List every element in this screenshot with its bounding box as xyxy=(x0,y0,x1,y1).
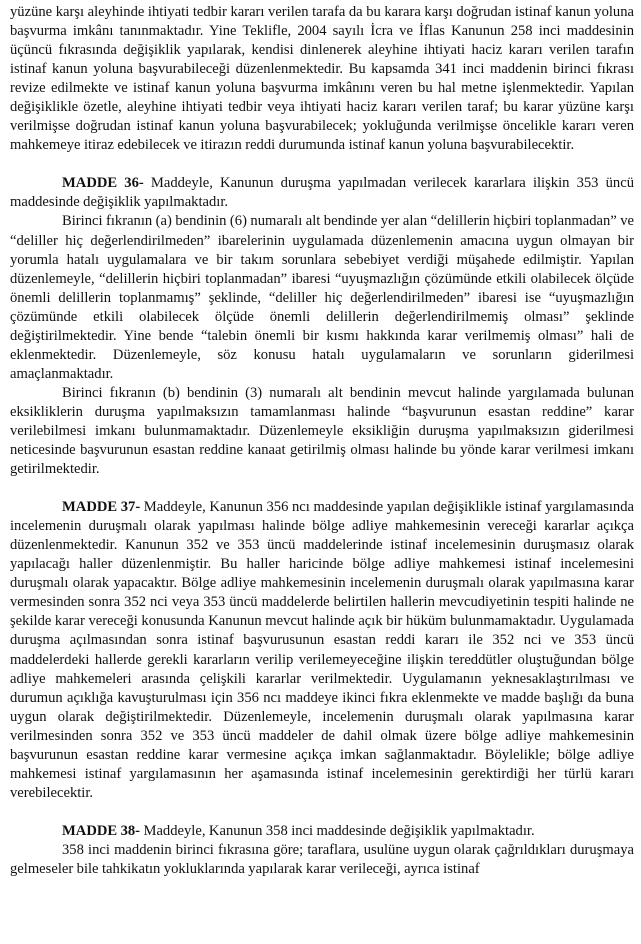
paragraph-gap xyxy=(10,803,634,822)
madde-36-b-paragraph: Birinci fıkranın (b) bendinin (3) numaralı alt bendinin mevcut halinde yargılamada bulunan eksikliklerin duruşma yapılmaksızın tamamlanması halinde “başvurunun esastan reddine” karar verilebilmesi imkanı bulunmamaktadır. Düzenlemeyle eksikliğin duruşma yapılmaksızın giderilmesi neticesinde başvurunun esastan reddine kanaat getirilmiş olması halinde bu yönde karar verilmesi imkanı getirilmektedir. xyxy=(10,384,634,478)
madde-36-a-paragraph: Birinci fıkranın (a) bendinin (6) numaralı alt bendinde yer alan “delillerin hiçbiri toplanmadan” ve “deliller hiç değerlendirilmeden” ibarelerinin uygulamada düzenlemenin amacına uygun olmayan bir yorumla hatalı uygulamalara ve bir takım sorunlara sebebiyet verdiği müşahede edilmiştir. Yapılan düzenlemeyle, “delillerin hiçbiri toplanmadan” ibaresi “uyuşmazlığın çözümünde etkili olabilecek ölçüde önemli delillerin toplanmamış” şeklinde, “deliller hiç değerlendirilmeden” ibaresi ise “uyuşmazlığın çözümünde etkili olabilecek ölçüde önemli delillerin değerlendirilmemiş olması” şeklinde değiştirilmektedir. Yine bende “talebin önemli bir kısmı hakkında karar verilmemiş olması” hali de eklenmektedir. Düzenlemeyle, söz konusu hatalı uygulamaların ve sorunların giderilmesi amaçlanmaktadır. xyxy=(10,213,634,382)
madde-38-body-paragraph: 358 inci maddenin birinci fıkrasına göre; taraflara, usulüne uygun olarak çağrıldıkları duruşmaya gelmeseler bile tahkikatın yokluklarında yapılarak karar verileceği, ayrıca istinaf xyxy=(10,841,634,877)
madde-38-heading: MADDE 38- xyxy=(62,822,141,839)
madde-38-paragraph xyxy=(10,822,634,841)
paragraph-gap xyxy=(10,479,634,498)
madde-36-intro: Maddeyle, Kanunun duruşma yapılmadan verilecek kararlara ilişkin 353 üncü maddesinde değişiklik yapılmaktadır. xyxy=(10,175,634,211)
madde-36-paragraph xyxy=(10,174,634,212)
madde-37-body: Maddeyle, Kanunun 356 ncı maddesinde yapılan değişiklikle istinaf yargılamasında incelemenin duruşmalı olarak yapılması halinde bölge adliye mahkemesinin vereceği kararlar açıkça düzenlenmektedir. Kanunun 352 ve 353 üncü maddelerinde istinaf incelemesinin duruşmasız olarak yapılacağı haller düzenlenmiştir. Bu haller haricinde bölge adliye mahkemesi istinaf incelemesini duruşmalı olarak yapacaktır. Bölge adliye mahkemesinin incelemenin duruşmalı olarak yapılmasına karar vermesinden sonra 352 nci veya 353 üncü maddelerde belirtilen hallerin mevcudiyetinin tespiti halinde ne şekilde karar vereceği konusunda Kanunun mevcut halinde açık bir hüküm bulunmamaktadır. Uygulamada duruşma açılmasından sonra istinaf başvurusunun esastan reddi kararı ile 352 nci ve 353 üncü maddelerdeki hallerde gerekli kararların verilip verilemeyeceğine ilişkin tereddütler oluştuğundan bölge adliye mahkemeleri arasında çelişkili kararlar verilmektedir. Uygulamanın yeknesaklaştırılması ve durumun açıklığa kavuşturulması için 356 ncı maddeye ikinci fıkra eklenmekte ve madde başlığı da buna uygun olarak değiştirilmektedir. Düzenlemeyle, incelemenin duruşmalı olarak yapılmasına karar verilmesinden sonra 352 ve 353 üncü maddeler de dahil olmak üzere bölge adliye mahkemesinin başvurunun esastan reddine karar vermesine açıkça imkan sağlanmaktadır. Böylelikle; bölge adliye mahkemesi istinaf yargılamasının her aşamasında istinaf incelemesinin gerektirdiği her türlü kararı verebilecektir. xyxy=(10,499,634,801)
madde-37-paragraph xyxy=(10,498,634,803)
madde-38-intro: Maddeyle, Kanunun 358 inci maddesinde değişiklik yapılmaktadır. xyxy=(140,822,535,839)
madde-36-heading: MADDE 36- xyxy=(62,175,144,192)
paragraph-gap xyxy=(10,155,634,174)
madde-37-heading: MADDE 37- xyxy=(62,499,141,516)
paragraph-continuation: yüzüne karşı aleyhinde ihtiyati tedbir kararı verilen tarafa da bu karara karşı doğrudan istinaf kanun yoluna başvurma imkânı tanınmaktadır. Yine Teklifle, 2004 sayılı İcra ve İflas Kanunun 258 inci maddesinin üçüncü fıkrasında değişiklik yapılarak, kendisi dinlenerek aleyhine ihtiyati haciz kararı verilen tarafın istinaf kanun yoluna başvurabileceği düzenlenmektedir. Bu kapsamda 341 inci maddenin birinci fıkrası revize edilmekte ve istinaf kanun yoluna başvurma imkânını veren bu hal metne işlenmektedir. Yapılan değişiklikle özetle, aleyhine ihtiyati tedbir veya ihtiyati haciz kararı verilen taraf; bu karar yüzüne karşı verilmişse doğrudan istinaf kanun yoluna başvurabilecek; yokluğunda verilmişse öncelikle kararı veren mahkemeye itiraz edebilecek ve itirazın reddi durumunda istinaf kanun yoluna başvurabilecektir. xyxy=(10,4,634,154)
document-page xyxy=(10,3,634,879)
